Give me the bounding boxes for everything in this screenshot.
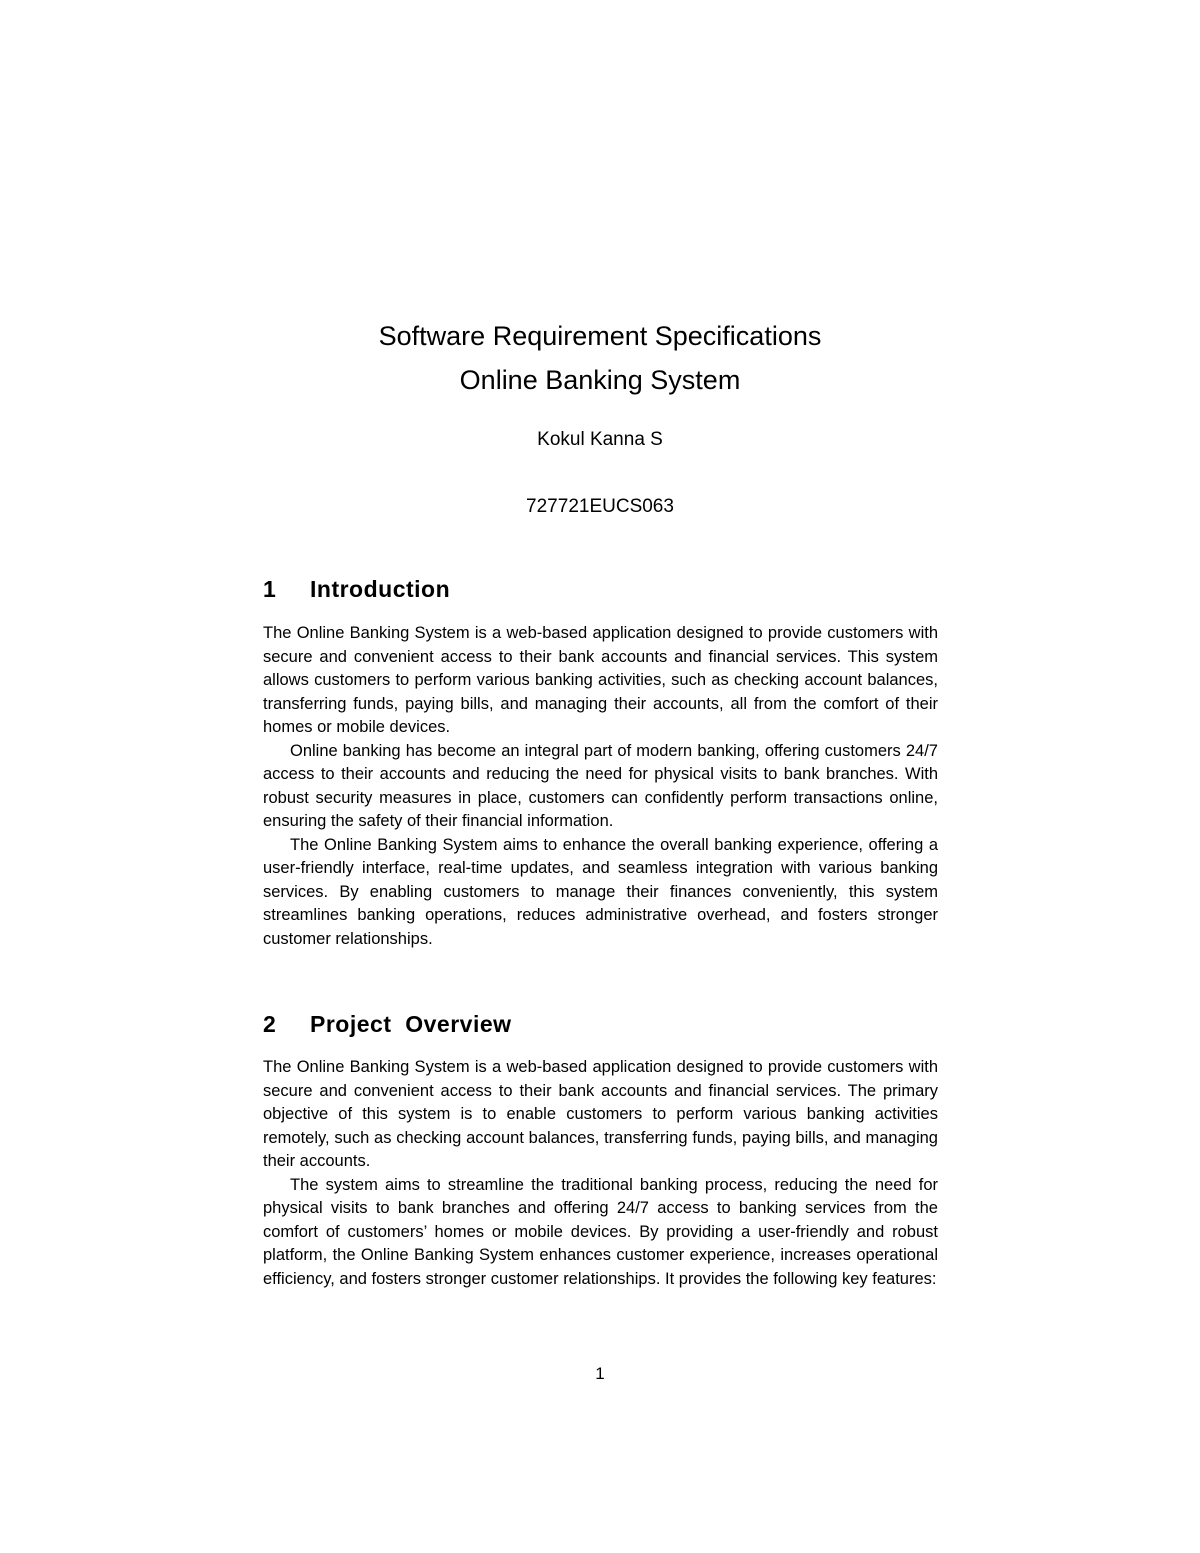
paragraph: The Online Banking System is a web-based application designed to provide customers with secure and convenient access to their bank accounts and financial services. This system allows customers to perform various banking activities, such as checking account balances, transferring funds, paying bills, and managing their accounts, all from the comfort of their homes or mobile devices. bbox=[263, 624, 938, 736]
section-number: 2 bbox=[263, 1011, 277, 1037]
document-title: Software Requirement Specifications bbox=[378, 321, 822, 351]
section-number: 1 bbox=[263, 576, 277, 602]
paragraph: Online banking has become an integral part of modern banking, offering customers 24/7 access to their accounts and reducing the need for physical visits to bank branches. With robust security measures in place, customers can confidently perform transactions online, ensuring the safety of their financial information. bbox=[263, 741, 938, 830]
section-heading-project-overview bbox=[263, 1009, 512, 1039]
section-body-introduction bbox=[263, 622, 938, 951]
title-block bbox=[0, 314, 1200, 402]
paragraph: The Online Banking System is a web-based application designed to provide customers with secure and convenient access to their bank accounts and financial services. The primary objective of this system is to enable customers to perform various banking activities remotely, such as checking account balances, transferring funds, paying bills, and managing their accounts. bbox=[263, 1058, 938, 1170]
page-number: 1 bbox=[595, 1364, 605, 1383]
author-name: Kokul Kanna S bbox=[537, 429, 663, 450]
document-subtitle: Online Banking System bbox=[459, 365, 741, 395]
section-body-project-overview bbox=[263, 1056, 938, 1291]
section-title: Project Overview bbox=[310, 1011, 512, 1037]
section-title: Introduction bbox=[310, 576, 451, 602]
section-heading-introduction bbox=[263, 574, 450, 604]
paragraph: The Online Banking System aims to enhance the overall banking experience, offering a user-friendly interface, real-time updates, and seamless integration with various banking services. By enabling customers to manage their finances conveniently, this system streamlines banking operations, reduces administrative overhead, and fosters stronger customer relationships. bbox=[263, 835, 938, 948]
student-id: 727721EUCS063 bbox=[526, 496, 674, 517]
paragraph: The system aims to streamline the traditional banking process, reducing the need for physical visits to bank branches and offering 24/7 access to banking services from the comfort of customers’ homes or mobile devices. By providing a user-friendly and robust platform, the Online Banking System enhances customer experience, increases operational efficiency, and fosters stronger customer relationships. It provides the following key features: bbox=[263, 1175, 938, 1288]
